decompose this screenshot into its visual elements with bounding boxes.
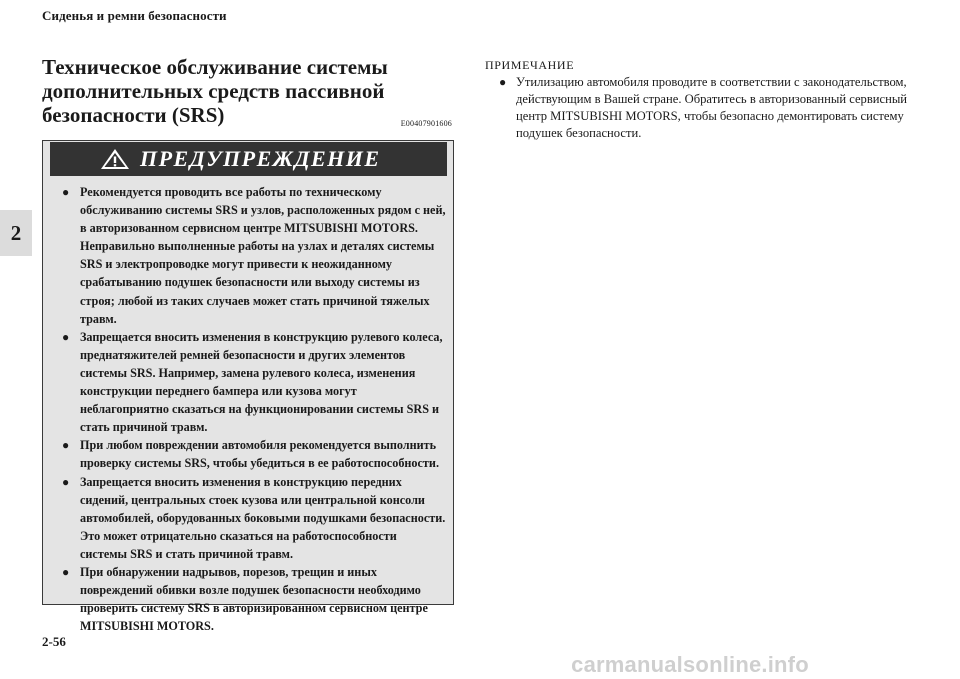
warning-paragraph: Рекомендуется проводить все работы по техническому обслуживанию системы SRS и узлов, расположенных рядом с ней, в авторизованном сервисном центре MITSUBISHI MOTORS. [80, 185, 446, 236]
bullet-icon: ● [62, 329, 70, 344]
warning-paragraph: Запрещается вносить изменения в конструкцию передних сидений, центральных стоек кузова или центральной консоли автомобилей, оборудованных боковыми подушками безопасности. [80, 474, 446, 525]
section-code: E00407901606 [400, 119, 452, 128]
watermark-text: carmanualsonline.info [571, 651, 809, 677]
section-title: Техническое обслуживание системы дополнительных средств пассивной безопасности (SRS) [42, 55, 388, 127]
note-text: Утилизацию автомобиля проводите в соответствии с законодательством, действующим в Вашей стране. Обратитесь в авторизованный сервисный центр MITSUBISHI MOTORS, чтобы безопасно демонтировать систему подушек безопасности. [516, 75, 908, 140]
bullet-icon: ● [62, 474, 70, 489]
warning-paragraph: Запрещается вносить изменения в конструкцию рулевого колеса, преднатяжителей ремней безопасности и других элементов системы SRS. Например, замена рулевого колеса, изменения конструкции переднего бампера или кузова могут неблагоприятно сказаться на функционировании системы SRS и стать причиной травм. [80, 329, 443, 435]
bullet-icon: ● [499, 75, 507, 89]
warning-item [62, 328, 446, 437]
bullet-icon: ● [62, 438, 70, 453]
warning-item [62, 183, 446, 328]
warning-triangle-icon [100, 148, 130, 170]
page-number: 2-56 [42, 634, 66, 649]
bullet-icon: ● [62, 185, 70, 199]
note-label: ПРИМЕЧАНИЕ [485, 58, 575, 72]
warning-header [50, 142, 447, 176]
running-header: Сиденья и ремни безопасности [42, 8, 227, 23]
warning-title: ПРЕДУПРЕЖДЕНИЕ [140, 146, 381, 171]
warning-item [62, 563, 446, 635]
watermark [0, 650, 960, 679]
warning-list [62, 183, 446, 635]
warning-paragraph: При любом повреждении автомобиля рекомендуется выполнить проверку системы SRS, чтобы убедиться в ее работоспособности. [80, 438, 439, 471]
warning-paragraph: При обнаружении надрывов, порезов, трещин и иных повреждений обивки возле подушек безопасности необходимо проверить систему SRS в авторизированном сервисном центре MITSUBISHI MOTORS. [80, 564, 428, 634]
bullet-icon: ● [62, 564, 70, 579]
warning-item [62, 436, 446, 472]
chapter-tab: 2 [0, 210, 32, 256]
note-item [499, 74, 919, 142]
warning-paragraph: Неправильно выполненные работы на узлах и деталях системы SRS и электропроводке могут привести к неожиданному срабатыванию подушек безопасности или выходу системы из строя; любой из таких случаев может стать причиной тяжелых травм. [80, 239, 435, 326]
warning-paragraph: Это может отрицательно сказаться на работоспособности системы SRS и стать причиной травм. [80, 528, 397, 561]
warning-item [62, 473, 446, 563]
